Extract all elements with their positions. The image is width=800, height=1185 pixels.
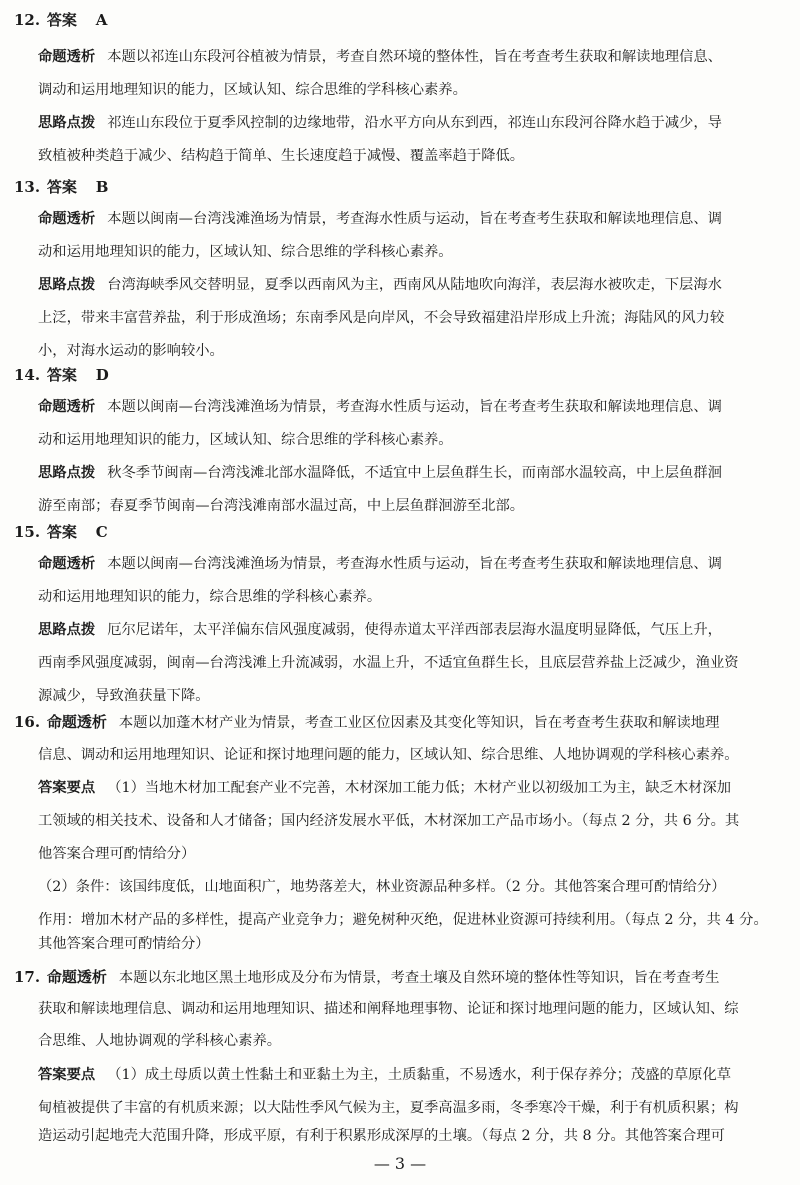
q14-hint-line: 秋冬季节闽南—台湾浅滩北部水温降低，不适宜中上层鱼群生长，而南部水温较高，中上层鱼群洄 <box>107 465 722 481</box>
q17-analysis-line: 获取和解读地理信息、调动和运用地理知识、描述和阐释地理事物、论证和探讨地理问题的能力，区域认知、综 <box>38 1001 739 1017</box>
q13-hint-label: 思路点拨 <box>38 277 96 293</box>
q15-hint-line: 源减少，导致渔获量下降。 <box>38 688 210 704</box>
q16-points <box>38 777 731 799</box>
q16-points-line: （1）当地木材加工配套产业不完善，木材深加工能力低；木材产业以初级加工为主，缺乏木材深加 <box>107 780 732 796</box>
q17-analysis-line: 合思维、人地协调观的学科核心素养。 <box>38 1033 282 1049</box>
q16-analysis-line: 本题以加蓬木材产业为情景，考查工业区位因素及其变化等知识，旨在考查考生获取和解读地理 <box>118 715 720 731</box>
q12-number: 12. <box>14 11 41 29</box>
q15-number: 15. <box>14 523 41 541</box>
q13-number: 13. <box>14 178 41 196</box>
q13-answer-label: 答案 <box>46 178 77 196</box>
q16-number: 16. <box>14 713 41 731</box>
q13-header <box>14 176 108 198</box>
q12-analysis-line: 调动和运用地理知识的能力，区域认知、综合思维的学科核心素养。 <box>38 82 467 98</box>
q12-hint <box>38 112 722 134</box>
q14-header <box>14 364 109 386</box>
q14-hint <box>38 462 722 484</box>
q16-analysis-line: 信息、调动和运用地理知识、论证和探讨地理问题的能力，区域认知、综合思维、人地协调观的学科核心素养。 <box>38 747 739 763</box>
q13-analysis-line: 本题以闽南—台湾浅滩渔场为情景，考查海水性质与运动，旨在考查考生获取和解读地理信息、调 <box>107 211 722 227</box>
q16-points-label: 答案要点 <box>38 780 96 796</box>
q17-points <box>38 1064 731 1086</box>
q15-analysis-line: 本题以闽南—台湾浅滩渔场为情景，考查海水性质与运动，旨在考查考生获取和解读地理信息、调 <box>107 556 722 572</box>
q16-header <box>14 711 719 734</box>
q13-analysis-line: 动和运用地理知识的能力，区域认知、综合思维的学科核心素养。 <box>38 244 453 260</box>
q14-number: 14. <box>14 366 41 384</box>
q15-header <box>14 521 108 543</box>
q12-analysis-label: 命题透析 <box>38 49 96 65</box>
q12-hint-line: 祁连山东段位于夏季风控制的边缘地带，沿水平方向从东到西，祁连山东段河谷降水趋于减少，导 <box>107 115 722 131</box>
q14-analysis <box>38 396 722 418</box>
q17-points-label: 答案要点 <box>38 1067 96 1083</box>
q13-analysis <box>38 208 722 230</box>
q14-answer-key: D <box>95 366 109 384</box>
q15-analysis <box>38 553 722 575</box>
q13-hint-line: 上泛，带来丰富营养盐，利于形成渔场；东南季风是向岸风，不会导致福建沿岸形成上升流；海陆风的风力较 <box>38 310 725 326</box>
q16-points-line: （2）条件：该国纬度低，山地面积广，地势落差大，林业资源品种多样。（2 分。其他答案合理可酌情给分） <box>38 879 726 895</box>
q12-answer-key: A <box>95 11 108 29</box>
q14-analysis-label: 命题透析 <box>38 399 96 415</box>
q16-points-line: 他答案合理可酌情给分） <box>38 846 196 862</box>
page-number: — 3 — <box>373 1154 427 1173</box>
q14-hint-line: 游至南部；春夏季节闽南—台湾浅滩南部水温过高，中上层鱼群洄游至北部。 <box>38 498 525 514</box>
q13-hint-line: 台湾海峡季风交替明显，夏季以西南风为主，西南风从陆地吹向海洋，表层海水被吹走，下层海水 <box>107 277 722 293</box>
q14-answer-label: 答案 <box>46 366 77 384</box>
q14-analysis-line: 本题以闽南—台湾浅滩渔场为情景，考查海水性质与运动，旨在考查考生获取和解读地理信息、调 <box>107 399 722 415</box>
q15-answer-key: C <box>95 523 108 541</box>
q13-hint <box>38 274 722 296</box>
q16-points-line: 作用：增加木材产品的多样性，提高产业竞争力；避免树种灭绝，促进林业资源可持续利用。（每点 2 分，共 4 分。 <box>38 912 768 928</box>
q17-header <box>14 966 719 989</box>
q15-analysis-label: 命题透析 <box>38 556 96 572</box>
q14-hint-label: 思路点拨 <box>38 465 96 481</box>
q12-hint-line: 致植被种类趋于减少、结构趋于简单、生长速度趋于减慢、覆盖率趋于降低。 <box>38 148 525 164</box>
q12-hint-label: 思路点拨 <box>38 115 96 131</box>
q14-analysis-line: 动和运用地理知识的能力，区域认知、综合思维的学科核心素养。 <box>38 432 453 448</box>
q17-points-line: 造运动引起地壳大范围升降，形成平原，有利于积累形成深厚的土壤。（每点 2 分，共 8 分。其他答案合理可 <box>38 1128 725 1144</box>
q13-hint-line: 小，对海水运动的影响较小。 <box>38 343 224 359</box>
q15-analysis-line: 动和运用地理知识的能力，综合思维的学科核心素养。 <box>38 589 382 605</box>
q15-hint <box>38 619 722 641</box>
q12-header <box>14 9 107 31</box>
q12-answer-label: 答案 <box>46 11 77 29</box>
q16-points-line: 其他答案合理可酌情给分） <box>38 936 210 952</box>
q13-analysis-label: 命题透析 <box>38 211 96 227</box>
q12-analysis <box>38 46 722 68</box>
q16-points-line: 工领域的相关技术、设备和人才储备；国内经济发展水平低，木材深加工产品市场小。（每点 2 分，共 6 分。其 <box>38 813 740 829</box>
q15-answer-label: 答案 <box>46 523 77 541</box>
q17-points-line: 甸植被提供了丰富的有机质来源；以大陆性季风气候为主，夏季高温多雨，冬季寒冷干燥，利于有机质积累；构 <box>38 1100 739 1116</box>
q17-analysis-label: 命题透析 <box>46 968 107 986</box>
q16-analysis-label: 命题透析 <box>46 713 107 731</box>
q17-points-line: （1）成土母质以黄土性黏土和亚黏土为主，土质黏重，不易透水，利于保存养分；茂盛的草原化草 <box>107 1067 732 1083</box>
q13-answer-key: B <box>95 178 109 196</box>
q17-analysis-line: 本题以东北地区黑土地形成及分布为情景，考查土壤及自然环境的整体性等知识，旨在考查考生 <box>118 970 720 986</box>
q15-hint-line: 西南季风强度减弱，闽南—台湾浅滩上升流减弱，水温上升，不适宜鱼群生长，且底层营养盐上泛减少，渔业资 <box>38 655 739 671</box>
q15-hint-line: 厄尔尼诺年，太平洋偏东信风强度减弱，使得赤道太平洋西部表层海水温度明显降低，气压上升， <box>107 622 722 638</box>
q15-hint-label: 思路点拨 <box>38 622 96 638</box>
q17-number: 17. <box>14 968 41 986</box>
q12-analysis-line: 本题以祁连山东段河谷植被为情景，考查自然环境的整体性，旨在考查考生获取和解读地理信息、 <box>107 49 722 65</box>
